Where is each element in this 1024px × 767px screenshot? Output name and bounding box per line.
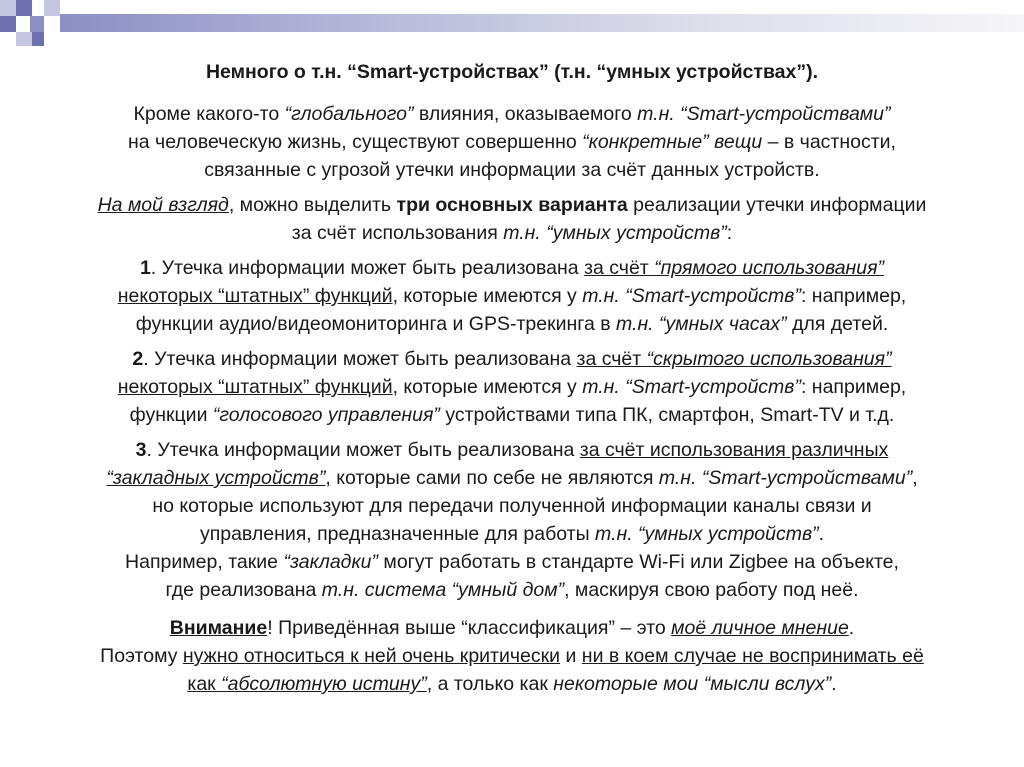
text-run: и xyxy=(560,645,582,667)
text-run: нужно относиться к ней очень критически xyxy=(182,645,561,667)
intro-paragraph xyxy=(40,100,984,184)
text-run: Кроме какого-то xyxy=(133,103,285,125)
slide-content xyxy=(40,58,984,705)
text-run: , можно выделить xyxy=(228,194,397,216)
text-run: “абсолютную истину” xyxy=(221,673,427,695)
text-run: т.н. “Smart-устройств” xyxy=(582,376,801,398)
text-run: . Утечка информации может быть реализована xyxy=(146,439,580,461)
decorative-header xyxy=(0,0,1024,60)
text-run: которые сами по себе не являются xyxy=(330,467,659,489)
text-run: реализации утечки информации xyxy=(627,194,927,216)
text-run: могут работать в стандарте Wi-Fi или Zigbee на объекте, xyxy=(378,551,899,573)
text-run: управления, предназначенные для работы xyxy=(199,523,596,545)
text-run: . Утечка информации может быть реализована xyxy=(143,348,577,370)
item-2 xyxy=(40,345,984,429)
text-run: за счёт использования xyxy=(291,222,504,244)
text-run: т.н. система “умный дом” xyxy=(321,579,565,601)
header-gradient-bar xyxy=(60,14,1024,32)
text-run: влияния, оказываемого xyxy=(413,103,638,125)
text-run: , xyxy=(325,467,331,489)
text-run: . xyxy=(818,523,825,545)
text-run: Например, такие xyxy=(125,551,284,573)
decor-square xyxy=(16,0,32,16)
text-run: для детей. xyxy=(786,313,889,335)
text-run: “голосового управления” xyxy=(212,404,440,426)
text-run: где реализована xyxy=(165,579,322,601)
text-run: , которые имеются у xyxy=(392,285,583,307)
text-run: , xyxy=(912,467,918,489)
text-run: за счёт использования различных xyxy=(579,439,889,461)
text-run: некоторые мои “мысли вслух” xyxy=(553,673,832,695)
item-number: 2 xyxy=(132,348,144,370)
text-run: т.н. “умных часах” xyxy=(616,313,787,335)
text-run: функции аудио/видеомониторинга и GPS-трекинга в xyxy=(135,313,616,335)
text-run: “закладных устройств” xyxy=(106,467,326,489)
text-run: “скрытого использования” xyxy=(646,348,892,370)
text-run: ! Приведённая выше “классификация” – это xyxy=(267,617,672,639)
text-run: функции xyxy=(129,404,213,426)
text-run: “прямого использования” xyxy=(654,257,885,279)
text-run: : например, xyxy=(800,376,907,398)
text-run: , а только как xyxy=(426,673,554,695)
text-run: . xyxy=(848,617,855,639)
text-run: за счёт xyxy=(576,348,647,370)
text-run: устройствами типа ПК, смартфон, Smart-TV и т.д. xyxy=(439,404,895,426)
text-run: “закладки” xyxy=(283,551,379,573)
decor-square xyxy=(32,32,44,46)
text-run: как xyxy=(187,673,222,695)
item-1 xyxy=(40,254,984,338)
text-run: связанные с угрозой утечки информации за счёт данных устройств. xyxy=(204,159,820,181)
text-run: , которые имеются у xyxy=(392,376,583,398)
text-run: ни в коем случае не воспринимать её xyxy=(581,645,924,667)
decor-square xyxy=(0,0,16,16)
text-run: т.н. “Smart-устройствами” xyxy=(637,103,891,125)
item-number: 1 xyxy=(139,257,151,279)
text-run: т.н. “Smart-устройств” xyxy=(582,285,801,307)
text-run: Поэтому xyxy=(100,645,183,667)
text-run: “глобального” xyxy=(284,103,414,125)
item-3 xyxy=(40,436,984,604)
text-run: : например, xyxy=(800,285,907,307)
text-run: Внимание xyxy=(169,617,268,639)
decor-square xyxy=(16,32,32,46)
text-run: : xyxy=(726,222,733,244)
note-paragraph xyxy=(40,614,984,698)
text-run: за счёт xyxy=(584,257,655,279)
text-run: – в частности, xyxy=(762,131,896,153)
decor-square xyxy=(0,16,16,32)
text-run: моё личное мнение xyxy=(671,617,849,639)
decor-square xyxy=(44,0,60,16)
text-run: На мой взгляд xyxy=(97,194,229,216)
text-run: т.н. “умных устройств” xyxy=(503,222,727,244)
text-run: . xyxy=(831,673,837,695)
text-run: некоторых “штатных” функций xyxy=(117,285,393,307)
text-run: “конкретные” вещи xyxy=(582,131,763,153)
text-run: три основных варианта xyxy=(396,194,628,216)
view-paragraph xyxy=(40,191,984,247)
text-run: но которые используют для передачи полученной информации каналы связи и xyxy=(152,495,872,517)
text-run: . Утечка информации может быть реализована xyxy=(150,257,585,279)
item-number: 3 xyxy=(135,439,147,461)
text-run: т.н. “умных устройств” xyxy=(595,523,819,545)
text-run: , маскируя свою работу под неё. xyxy=(564,579,859,601)
text-run: на человеческую жизнь, существуют совершенно xyxy=(128,131,583,153)
slide-title: Немного о т.н. “Smart-устройствах” (т.н. “умных устройствах”). xyxy=(205,61,819,83)
decor-square xyxy=(30,16,44,32)
text-run: некоторых “штатных” функций xyxy=(117,376,393,398)
text-run: т.н. “Smart-устройствами” xyxy=(658,467,913,489)
